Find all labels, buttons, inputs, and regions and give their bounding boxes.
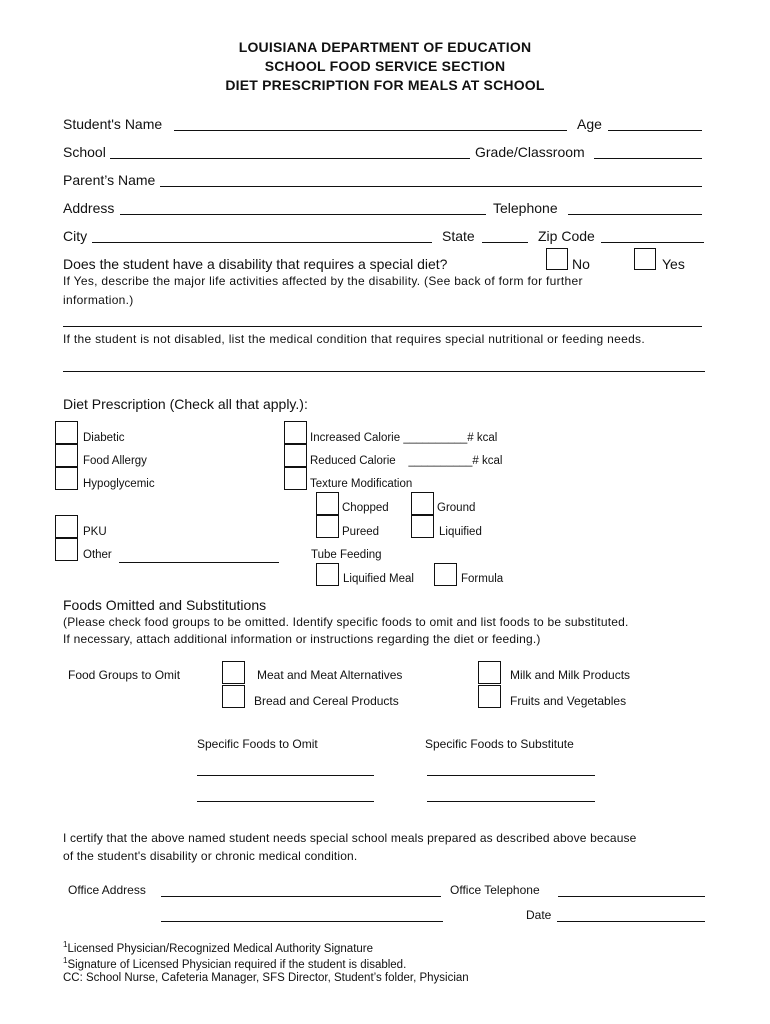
parent-label: Parent’s Name bbox=[63, 172, 156, 188]
ground-checkbox[interactable] bbox=[411, 492, 434, 515]
increased-calorie-checkbox[interactable] bbox=[284, 421, 307, 444]
diet-title: Diet Prescription (Check all that apply.): bbox=[63, 396, 308, 412]
formula-label: Formula bbox=[461, 573, 504, 585]
liquified-meal-checkbox[interactable] bbox=[316, 563, 339, 586]
chopped-label: Chopped bbox=[342, 502, 389, 514]
footer-note-2 bbox=[63, 956, 406, 971]
substitute-field-1[interactable] bbox=[427, 775, 595, 776]
header-line-3: DIET PRESCRIPTION FOR MEALS AT SCHOOL bbox=[225, 77, 545, 93]
no-label: No bbox=[572, 256, 590, 272]
other-field[interactable] bbox=[119, 562, 279, 563]
age-label: Age bbox=[577, 116, 602, 132]
milk-checkbox[interactable] bbox=[478, 661, 501, 684]
pureed-label: Pureed bbox=[342, 526, 380, 538]
not-disabled-text: If the student is not disabled, list the medical condition that requires special nutritional or feeding needs. bbox=[63, 332, 645, 346]
increased-calorie-label: Increased Calorie __________# kcal bbox=[310, 432, 498, 444]
formula-checkbox[interactable] bbox=[434, 563, 457, 586]
grade-field[interactable] bbox=[594, 158, 702, 159]
hypoglycemic-checkbox[interactable] bbox=[55, 467, 78, 490]
foods-instruction-1: (Please check food groups to be omitted. Identify specific foods to omit and list foods to be substituted. bbox=[63, 615, 629, 629]
address-field[interactable] bbox=[120, 214, 486, 215]
student-name-label: Student's Name bbox=[63, 116, 163, 132]
pku-label: PKU bbox=[83, 526, 107, 538]
office-address-field[interactable] bbox=[161, 896, 441, 897]
certify-line-1: I certify that the above named student needs special school meals prepared as described above because bbox=[63, 831, 637, 845]
texture-modification-label: Texture Modification bbox=[310, 478, 413, 490]
telephone-label: Telephone bbox=[493, 200, 558, 216]
footnote-marker-2: 1 bbox=[63, 956, 68, 965]
meat-checkbox[interactable] bbox=[222, 661, 245, 684]
milk-label: Milk and Milk Products bbox=[510, 668, 631, 682]
no-checkbox[interactable] bbox=[546, 248, 568, 270]
address-label: Address bbox=[63, 200, 115, 216]
reduced-calorie-label: Reduced Calorie __________# kcal bbox=[310, 455, 503, 467]
footer-note-1 bbox=[63, 940, 373, 955]
omit-field-1[interactable] bbox=[197, 775, 374, 776]
footnote-marker-1: 1 bbox=[63, 940, 68, 949]
footer-cc: CC: School Nurse, Cafeteria Manager, SFS Director, Student’s folder, Physician bbox=[63, 972, 469, 984]
texture-modification-checkbox[interactable] bbox=[284, 467, 307, 490]
specific-omit-label: Specific Foods to Omit bbox=[197, 737, 318, 751]
diabetic-checkbox[interactable] bbox=[55, 421, 78, 444]
yes-checkbox[interactable] bbox=[634, 248, 656, 270]
fruits-label: Fruits and Vegetables bbox=[510, 694, 627, 708]
food-allergy-label: Food Allergy bbox=[83, 455, 147, 467]
school-field[interactable] bbox=[110, 158, 470, 159]
footer-note-1-text: Licensed Physician/Recognized Medical Authority Signature bbox=[67, 942, 374, 955]
foods-instruction-2: If necessary, attach additional information or instructions regarding the diet or feeding.) bbox=[63, 632, 541, 646]
if-yes-text-1: If Yes, describe the major life activities affected by the disability. (See back of form for further bbox=[63, 274, 583, 288]
telephone-field[interactable] bbox=[568, 214, 702, 215]
zip-label: Zip Code bbox=[538, 228, 595, 244]
signature-field[interactable] bbox=[161, 921, 443, 922]
city-label: City bbox=[63, 228, 88, 244]
grade-label: Grade/Classroom bbox=[475, 144, 585, 160]
state-label: State bbox=[442, 228, 475, 244]
yes-label: Yes bbox=[662, 256, 685, 272]
chopped-checkbox[interactable] bbox=[316, 492, 339, 515]
tube-feeding-label: Tube Feeding bbox=[311, 549, 382, 561]
diabetic-label: Diabetic bbox=[83, 432, 125, 444]
medical-condition-field[interactable] bbox=[63, 371, 705, 372]
food-allergy-checkbox[interactable] bbox=[55, 444, 78, 467]
pku-checkbox[interactable] bbox=[55, 515, 78, 538]
liquified-label: Liquified bbox=[439, 526, 482, 538]
date-label: Date bbox=[526, 908, 552, 922]
foods-title: Foods Omitted and Substitutions bbox=[63, 597, 267, 613]
parent-field[interactable] bbox=[160, 186, 702, 187]
date-field[interactable] bbox=[557, 921, 705, 922]
city-field[interactable] bbox=[92, 242, 432, 243]
liquified-checkbox[interactable] bbox=[411, 515, 434, 538]
bread-checkbox[interactable] bbox=[222, 685, 245, 708]
specific-substitute-label: Specific Foods to Substitute bbox=[425, 737, 574, 751]
pureed-checkbox[interactable] bbox=[316, 515, 339, 538]
office-telephone-field[interactable] bbox=[558, 896, 705, 897]
header-line-2: SCHOOL FOOD SERVICE SECTION bbox=[264, 58, 506, 74]
other-checkbox[interactable] bbox=[55, 538, 78, 561]
meat-label: Meat and Meat Alternatives bbox=[257, 668, 403, 682]
substitute-field-2[interactable] bbox=[427, 801, 595, 802]
student-name-field[interactable] bbox=[174, 130, 567, 131]
age-field[interactable] bbox=[608, 130, 702, 131]
reduced-calorie-checkbox[interactable] bbox=[284, 444, 307, 467]
state-field[interactable] bbox=[482, 242, 528, 243]
footer-note-2-text: Signature of Licensed Physician required if the student is disabled. bbox=[67, 958, 407, 971]
other-label: Other bbox=[83, 549, 112, 561]
bread-label: Bread and Cereal Products bbox=[254, 694, 399, 708]
school-label: School bbox=[63, 144, 106, 160]
office-telephone-label: Office Telephone bbox=[450, 883, 540, 897]
office-address-label: Office Address bbox=[68, 883, 146, 897]
food-groups-label: Food Groups to Omit bbox=[68, 668, 181, 682]
omit-field-2[interactable] bbox=[197, 801, 374, 802]
zip-field[interactable] bbox=[601, 242, 704, 243]
hypoglycemic-label: Hypoglycemic bbox=[83, 478, 155, 490]
liquified-meal-label: Liquified Meal bbox=[343, 573, 414, 585]
fruits-checkbox[interactable] bbox=[478, 685, 501, 708]
header-line-1: LOUISIANA DEPARTMENT OF EDUCATION bbox=[238, 39, 532, 55]
certify-line-2: of the student's disability or chronic medical condition. bbox=[63, 849, 358, 863]
disability-description-field[interactable] bbox=[63, 326, 702, 327]
disability-question: Does the student have a disability that requires a special diet? bbox=[63, 256, 448, 272]
ground-label: Ground bbox=[437, 502, 476, 514]
if-yes-text-2: information.) bbox=[63, 293, 134, 307]
